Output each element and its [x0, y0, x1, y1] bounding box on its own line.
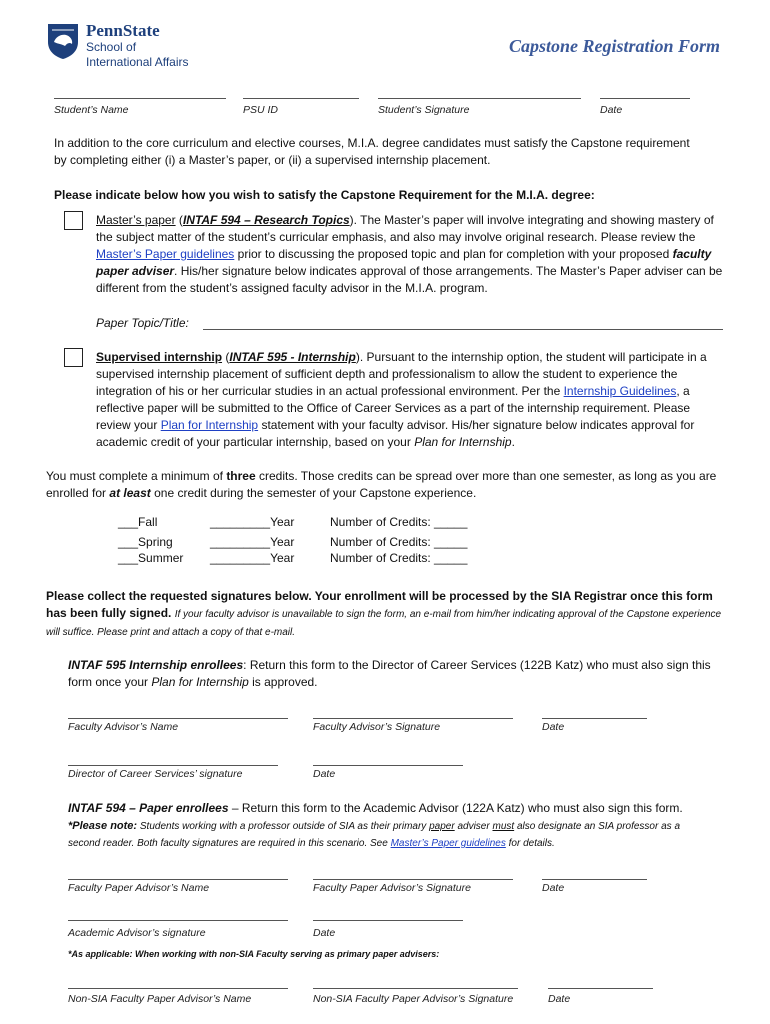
credit-row-fall-year[interactable]: _________Year: [210, 515, 295, 529]
nonsia-advisor-date-label: Date: [548, 993, 571, 1005]
logo-name: PennState: [86, 21, 160, 40]
academic-advisor-date-line[interactable]: [313, 920, 463, 921]
faculty-paper-advisor-signature-line[interactable]: [313, 879, 513, 880]
faculty-advisor-name-label: Faculty Advisor’s Name: [68, 721, 179, 733]
internship-title: Supervised internship: [96, 350, 223, 364]
credits-text-c: one credit during the semester of your Capstone experience.: [154, 486, 477, 500]
faculty-advisor-name-line[interactable]: [68, 718, 288, 719]
note-text-1: Students working with a professor outside of SIA as their primary: [139, 821, 427, 832]
student-signature-label: Student’s Signature: [378, 104, 470, 116]
nonsia-advisor-date-line[interactable]: [548, 988, 653, 989]
plan-for-internship-link[interactable]: Plan for Internship: [160, 418, 259, 432]
nonsia-advisor-name-label: Non-SIA Faculty Paper Advisor’s Name: [68, 993, 252, 1005]
director-signature-line[interactable]: [68, 765, 278, 766]
intaf-594-text: – Return this form to the Academic Advisor (122A Katz) who must also sign this form.: [231, 801, 683, 815]
internship-description: Supervised internship (INTAF 595 - Internship). Pursuant to the internship option, the student will participate in a supervised internship placement of sufficient depth and professionalism to allow the student to experience the integration of his or her curricular studies in an actual professional environment. Per the Internship Guidelines, a reflective paper will be submitted to the Office of Career Services as a part of the internship requirement. Please review your Plan for Internship statement with your faculty advisor. His/her signature below indicates approval for academic credit of your particular internship, based on your Plan for Internship.: [96, 350, 707, 449]
credit-row-summer-credits[interactable]: Number of Credits: _____: [330, 551, 468, 565]
masters-paper-course: INTAF 594 – Research Topics: [182, 213, 350, 227]
masters-paper-guidelines-link[interactable]: Master’s Paper guidelines: [96, 247, 235, 261]
intaf-595-text-1: : Return this form to the Director of Career Services (122B Katz) who must also sign this form once your: [68, 658, 711, 689]
credits-text-b: credits. Those credits can be spread over more than one semester, as long as you are enrolled for: [46, 469, 717, 500]
director-date-line[interactable]: [313, 765, 463, 766]
logo-sub-line-1: School of: [86, 40, 137, 54]
credit-row-fall-term[interactable]: ___Fall: [118, 515, 158, 529]
faculty-advisor-date-line[interactable]: [542, 718, 647, 719]
masters-paper-text-1: The Master’s paper will involve integrating and showing mastery of the subject matter of the student’s curricular emphasis, and also may involve original research. Please review the: [96, 213, 714, 244]
faculty-paper-advisor-date-label: Date: [542, 882, 565, 894]
form-title: Capstone Registration Form: [508, 36, 720, 56]
school-logo-text: [86, 22, 189, 69]
faculty-advisor-signature-label: Faculty Advisor’s Signature: [313, 721, 441, 733]
internship-guidelines-link[interactable]: Internship Guidelines: [563, 384, 677, 398]
student-signature-line[interactable]: [378, 98, 581, 99]
masters-paper-description: Master’s paper (INTAF 594 – Research Topics). The Master’s paper will involve integrating and showing mastery of the subject matter of the student’s curricular emphasis, and also may involve original research. Please review the Master’s Paper guidelines prior to discussing the proposed topic and plan for completion with your proposed faculty paper adviser. His/her signature below indicates approval of those arrangements. The Master’s Paper adviser can be different from the student’s assigned faculty advisor in the M.I.A. program.: [96, 213, 723, 295]
faculty-paper-advisor-name-line[interactable]: [68, 879, 288, 880]
nonsia-advisor-signature-label: Non-SIA Faculty Paper Advisor’s Signature: [313, 993, 514, 1005]
as-applicable-note: *As applicable: When working with non-SIA Faculty serving as primary paper advisers:: [68, 949, 440, 959]
note-masters-paper-guidelines-link[interactable]: Master’s Paper guidelines: [390, 838, 506, 849]
intaf-595-instructions: [68, 657, 728, 691]
academic-advisor-signature-line[interactable]: [68, 920, 288, 921]
credits-at-least: at least: [109, 486, 151, 500]
pennstate-shield-logo: [46, 22, 80, 60]
credits-paragraph: [46, 468, 731, 502]
collect-signatures-paragraph: [46, 588, 726, 641]
note-text-2: adviser: [457, 821, 490, 832]
faculty-advisor-signature-line[interactable]: [313, 718, 513, 719]
internship-text-3: statement with your faculty advisor. His/her signature below indicates approval for academic credit of your particular internship, based on your: [96, 418, 695, 449]
director-signature-label: Director of Career Services’ signature: [68, 768, 243, 780]
internship-course: INTAF 595 - Internship: [229, 350, 356, 364]
internship-end: .: [511, 435, 515, 449]
director-date-label: Date: [313, 768, 336, 780]
note-must-word: must: [492, 821, 515, 832]
student-name-line[interactable]: [54, 98, 226, 99]
note-text-4: for details.: [508, 838, 555, 849]
date-line[interactable]: [600, 98, 690, 99]
student-name-label: Student’s Name: [54, 104, 129, 116]
credits-three: three: [226, 469, 256, 483]
collect-bold-text: Please collect the requested signatures below. Your enrollment will be processed by the SIA Registrar once this form has been fully signed.: [46, 589, 713, 620]
credit-row-summer-term[interactable]: ___Summer: [118, 551, 184, 565]
faculty-paper-advisor-signature-label: Faculty Paper Advisor’s Signature: [313, 882, 471, 894]
credits-text-a: You must complete a minimum of: [46, 469, 223, 483]
logo-sub-line-2: International Affairs: [86, 55, 189, 69]
paper-topic-label: Paper Topic/Title:: [96, 316, 189, 330]
credit-row-spring-term[interactable]: ___Spring: [118, 535, 173, 549]
masters-paper-text-3: . His/her signature below indicates approval of those arrangements. The Master’s Paper adviser can be different from the student’s assigned faculty advisor in the M.I.A. program.: [96, 264, 723, 295]
psu-id-label: PSU ID: [243, 104, 279, 116]
credit-row-spring-year[interactable]: _________Year: [210, 535, 295, 549]
intaf-594-heading: INTAF 594 – Paper enrollees: [68, 801, 229, 815]
intaf-595-plan: Plan for Internship: [151, 675, 249, 689]
intaf-595-heading: INTAF 595 Internship enrollees: [68, 658, 244, 672]
credit-row-fall-credits[interactable]: Number of Credits: _____: [330, 515, 468, 529]
faculty-paper-adviser-term: faculty paper adviser: [96, 247, 712, 278]
supervised-internship-checkbox[interactable]: [64, 348, 83, 367]
nonsia-advisor-signature-line[interactable]: [313, 988, 518, 989]
please-note-paragraph: [68, 818, 708, 852]
faculty-paper-advisor-date-line[interactable]: [542, 879, 647, 880]
nonsia-advisor-name-line[interactable]: [68, 988, 288, 989]
intro-paragraph: In addition to the core curriculum and elective courses, M.I.A. degree candidates must satisfy the Capstone requirement by completing either (i) a Master’s paper, or (ii) a supervised internship placement.: [54, 136, 690, 167]
faculty-advisor-date-label: Date: [542, 721, 565, 733]
internship-text-1: . Pursuant to the internship option, the student will participate in a supervised internship placement of sufficient depth and professionalism to allow the student to experience the integration of his or her curricular studies in an actual professional environment. Per the: [96, 350, 707, 398]
masters-paper-checkbox[interactable]: [64, 211, 83, 230]
credit-row-spring-credits[interactable]: Number of Credits: _____: [330, 535, 468, 549]
paper-topic-line[interactable]: [203, 329, 723, 330]
plan-for-internship-italic: Plan for Internship: [414, 435, 512, 449]
please-note-label: *Please note:: [68, 820, 138, 832]
date-label: Date: [600, 104, 623, 116]
credit-row-summer-year[interactable]: _________Year: [210, 551, 295, 565]
academic-advisor-signature-label: Academic Advisor’s signature: [68, 927, 206, 939]
masters-paper-title: Master’s paper: [96, 213, 176, 227]
intaf-595-text-2: is approved.: [252, 675, 318, 689]
masters-paper-text-2: prior to discussing the proposed topic and plan for completion with your proposed: [237, 247, 670, 261]
academic-advisor-date-label: Date: [313, 927, 336, 939]
collect-italic-text: If your faculty advisor is unavailable to sign the form, an e-mail from him/her indicating approval of the Capstone experience will suffice. Please print and attach a copy of that e-mail.: [46, 609, 722, 638]
indicate-heading: Please indicate below how you wish to satisfy the Capstone Requirement for the M.I.A. degree:: [54, 188, 595, 202]
note-paper-word: paper: [429, 821, 455, 832]
internship-text-2: , a reflective paper will be submitted to the Office of Career Services as a part of the internship requirement. Please review your: [96, 384, 691, 432]
faculty-paper-advisor-name-label: Faculty Paper Advisor’s Name: [68, 882, 210, 894]
note-text-3: also designate an SIA professor as a second reader. Both faculty signatures are required in this scenario. See: [68, 821, 680, 849]
psu-id-line[interactable]: [243, 98, 359, 99]
intaf-594-instructions: [68, 800, 748, 817]
